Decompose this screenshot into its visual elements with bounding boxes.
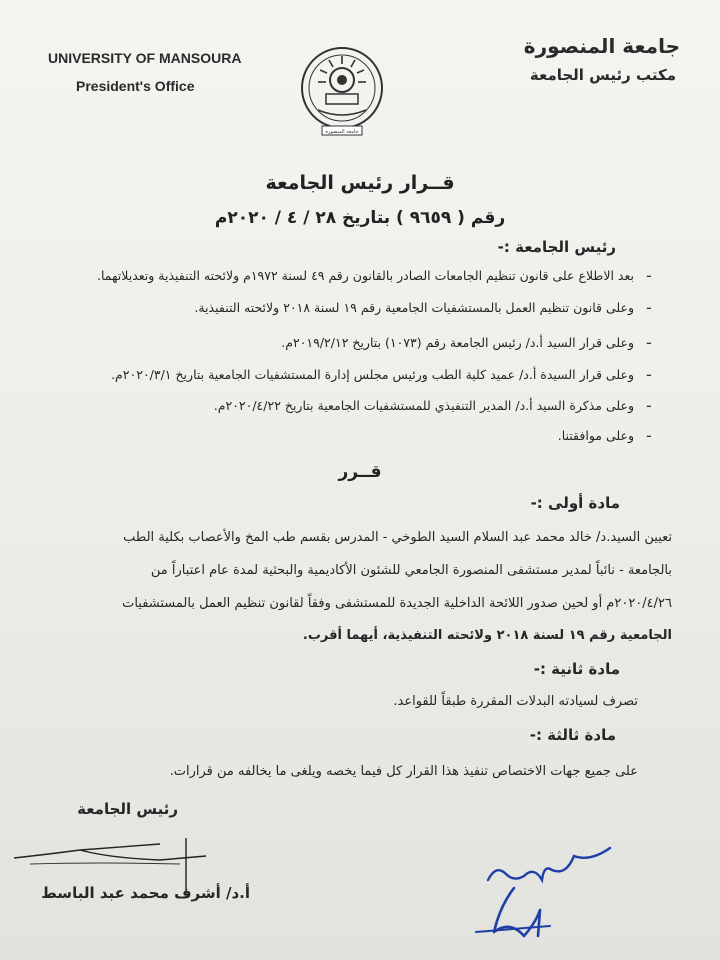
article-1-heading: مادة أولى :- xyxy=(530,494,620,512)
preamble-item: وعلى قانون تنظيم العمل بالمستشفيات الجامعية رقم ١٩ لسنة ٢٠١٨ ولائحته التنفيذية. xyxy=(194,300,634,315)
handwritten-note xyxy=(470,836,620,946)
list-bullet: - xyxy=(646,266,652,285)
list-bullet: - xyxy=(646,426,652,445)
article-2-line: تصرف لسيادته البدلات المقررة طبقاً للقواعد. xyxy=(393,694,638,709)
article-1-line: بالجامعة - نائباً لمدير مستشفى المنصورة الجامعي للشئون الأكاديمية والبحثية لمدة عام اعتباراً من xyxy=(150,563,672,578)
list-bullet: - xyxy=(646,333,652,352)
article-3-line: على جميع جهات الاختصاص تنفيذ هذا القرار كل فيما يخصه ويلغى ما يخالفه من قرارات. xyxy=(169,764,638,779)
university-name-en: UNIVERSITY OF MANSOURA xyxy=(48,50,242,66)
signatory-name: أ.د/ أشرف محمد عبد الباسط xyxy=(41,884,250,902)
article-2-heading: مادة ثانية :- xyxy=(533,660,620,678)
preamble-item: بعد الاطلاع على قانون تنظيم الجامعات الصادر بالقانون رقم ٤٩ لسنة ١٩٧٢م ولائحته التنفيذية وتعديلاتهما. xyxy=(97,268,634,283)
list-bullet: - xyxy=(646,365,652,384)
preamble-item: وعلى قرار السيدة أ.د/ عميد كلية الطب ورئيس مجلس إدارة المستشفيات الجامعية بتاريخ ٢٠٢٠/٣/١م. xyxy=(111,367,634,382)
article-1-line: الجامعية رقم ١٩ لسنة ٢٠١٨ ولائحته التنفيذية، أيهما أقرب. xyxy=(302,628,672,643)
article-1-line: ٢٠٢٠/٤/٢٦م أو لحين صدور اللائحة الداخلية الجديدة للمستشفى وفقاً لقانون تنظيم العمل بالمستشفيات xyxy=(122,596,672,611)
decides-heading: قــرر xyxy=(338,462,382,482)
university-name-ar: جامعة المنصورة xyxy=(523,34,680,58)
list-bullet: - xyxy=(646,396,652,415)
signatory-title: رئيس الجامعة xyxy=(77,800,178,818)
preamble-item: وعلى موافقتنا. xyxy=(557,428,634,443)
university-seal-icon xyxy=(296,40,388,140)
article-3-heading: مادة ثالثة :- xyxy=(529,726,616,744)
decision-title: قــرار رئيس الجامعة xyxy=(265,172,455,194)
preamble-item: وعلى قرار السيد أ.د/ رئيس الجامعة رقم (١٠٧٣) بتاريخ ٢٠١٩/٢/١٢م. xyxy=(281,335,634,350)
svg-text:جامعة المنصورة: جامعة المنصورة xyxy=(325,129,359,135)
decision-number-line: رقم ( ٩٦٥٩ ) بتاريخ ٢٨ / ٤ / ٢٠٢٠م xyxy=(214,208,506,228)
preamble-item: وعلى مذكرة السيد أ.د/ المدير التنفيذي للمستشفيات الجامعية بتاريخ ٢٠٢٠/٤/٢٢م. xyxy=(213,398,634,413)
list-bullet: - xyxy=(646,298,652,317)
office-name-ar: مكتب رئيس الجامعة xyxy=(529,66,676,84)
office-name-en: President's Office xyxy=(76,78,195,94)
article-1-line: تعيين السيد.د/ خالد محمد عبد السلام السيد الطوخي - المدرس بقسم طب المخ والأعصاب بكلية الطب xyxy=(123,530,672,545)
preamble-heading: رئيس الجامعة :- xyxy=(497,238,616,256)
